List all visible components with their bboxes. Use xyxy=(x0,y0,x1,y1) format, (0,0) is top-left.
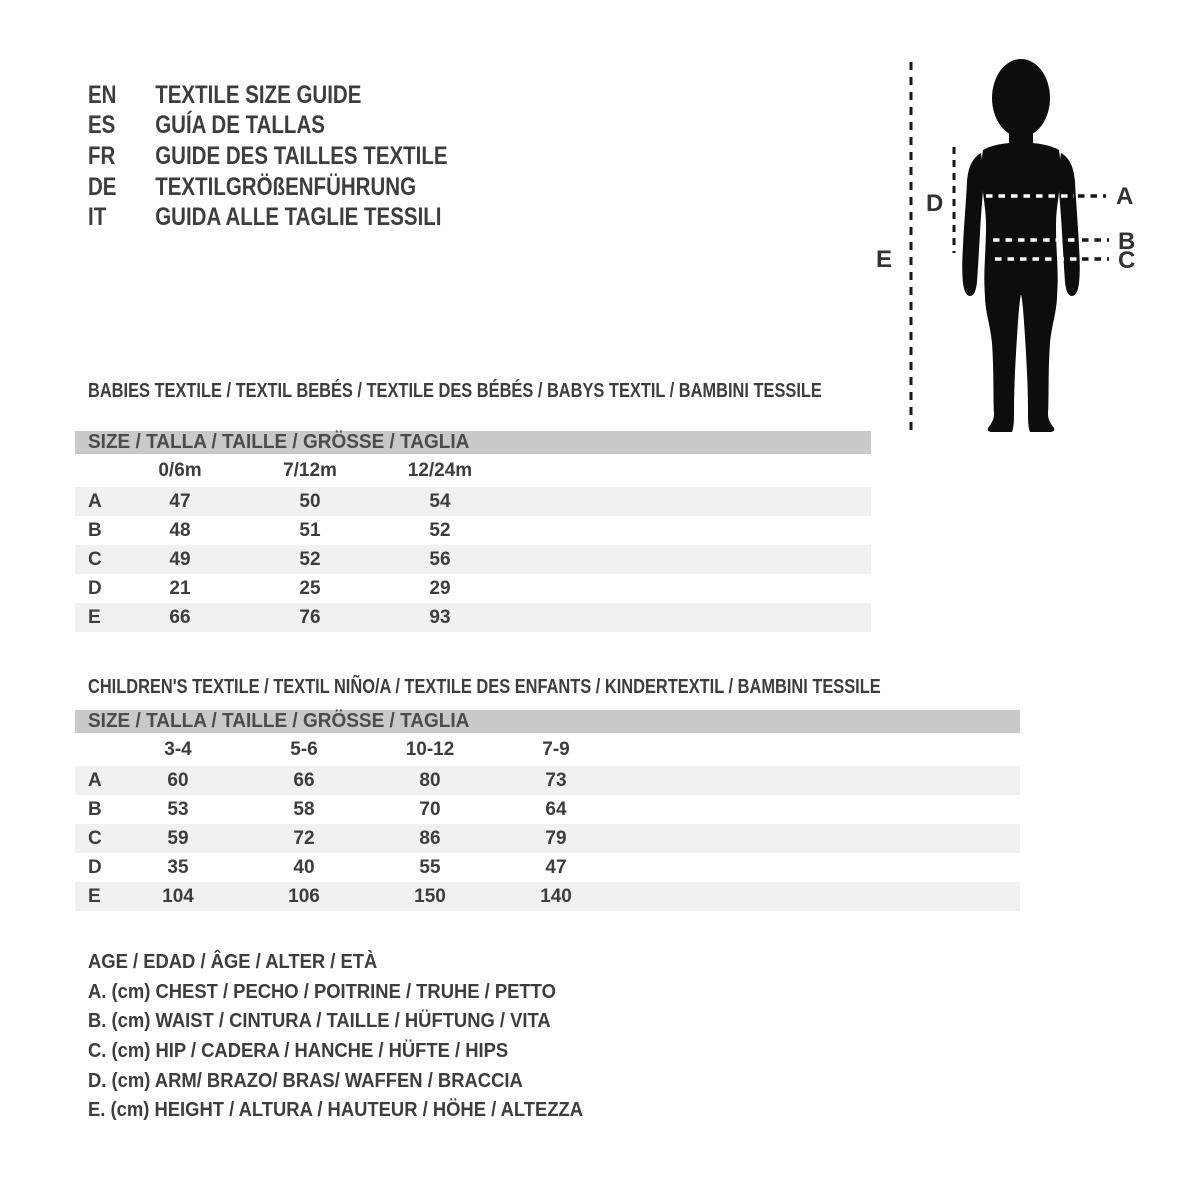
language-title-list xyxy=(88,80,527,233)
legend-line-height: E. (cm) HEIGHT / ALTURA / HAUTEUR / HÖHE / ALTEZZA xyxy=(88,1099,584,1122)
cell-value: 150 xyxy=(414,885,446,907)
measure-label-e: E xyxy=(876,246,893,273)
measure-label-d: D xyxy=(926,190,944,217)
cell-value: 72 xyxy=(293,827,315,849)
cell-value: 56 xyxy=(429,548,451,570)
babies-table xyxy=(75,431,871,632)
cell-value: 52 xyxy=(299,548,321,570)
silhouette-neck xyxy=(1009,118,1033,146)
row-label: A xyxy=(88,769,102,791)
cell-value: 53 xyxy=(167,798,189,820)
lang-code: ES xyxy=(88,111,116,140)
cell-value: 25 xyxy=(299,577,321,599)
cell-value: 80 xyxy=(419,769,441,791)
column-header: 12/24m xyxy=(407,459,473,481)
column-header: 10-12 xyxy=(405,738,455,760)
legend-line-waist: B. (cm) WAIST / CINTURA / TAILLE / HÜFTUNG / VITA xyxy=(88,1010,551,1033)
cell-value: 47 xyxy=(545,856,567,878)
table-row xyxy=(75,795,1020,824)
cell-value: 106 xyxy=(288,885,320,907)
cell-value: 66 xyxy=(293,769,315,791)
column-header: 5-6 xyxy=(290,738,318,760)
column-header: 7/12m xyxy=(283,459,337,481)
babies-size-header-bar: SIZE / TALLA / TAILLE / GRÖSSE / TAGLIA xyxy=(75,431,871,454)
cell-value: 79 xyxy=(545,827,567,849)
row-label: C xyxy=(88,827,102,849)
lang-row-en xyxy=(88,80,448,111)
row-label: C xyxy=(88,548,102,570)
cell-value: 60 xyxy=(167,769,189,791)
lang-label: GUIDE DES TAILLES TEXTILE xyxy=(155,141,448,170)
measurement-legend xyxy=(88,948,626,1126)
table-row xyxy=(75,516,871,545)
cell-value: 54 xyxy=(429,490,451,512)
row-label: B xyxy=(88,798,102,820)
lang-code: IT xyxy=(88,203,107,232)
silhouette-left-arm xyxy=(962,153,984,296)
silhouette-right-leg xyxy=(1021,288,1057,432)
cell-value: 21 xyxy=(169,577,191,599)
children-table xyxy=(75,710,1020,911)
row-label: E xyxy=(88,606,101,628)
measure-label-c: C xyxy=(1118,247,1136,274)
cell-value: 55 xyxy=(419,856,441,878)
lang-code: DE xyxy=(88,172,117,201)
cell-value: 35 xyxy=(167,856,189,878)
cell-value: 29 xyxy=(429,577,451,599)
lang-code: FR xyxy=(88,141,116,170)
silhouette-right-arm xyxy=(1058,153,1080,296)
column-header: 7-9 xyxy=(542,738,570,760)
row-label: B xyxy=(88,519,102,541)
table-row xyxy=(75,574,871,603)
silhouette-left-leg xyxy=(985,288,1021,432)
row-label: E xyxy=(88,885,101,907)
cell-value: 86 xyxy=(419,827,441,849)
lang-row-fr xyxy=(88,141,448,172)
cell-value: 50 xyxy=(299,490,321,512)
cell-value: 47 xyxy=(169,490,191,512)
row-label: A xyxy=(88,490,102,512)
cell-value: 76 xyxy=(299,606,321,628)
table-row xyxy=(75,853,1020,882)
legend-line-arm: D. (cm) ARM/ BRAZO/ BRAS/ WAFFEN / BRACCIA xyxy=(88,1069,523,1092)
lang-row-es xyxy=(88,111,448,142)
children-column-header-row xyxy=(75,733,1020,766)
row-label: D xyxy=(88,856,102,878)
measure-label-b: B xyxy=(1118,228,1136,255)
lang-row-de xyxy=(88,172,448,203)
child-silhouette xyxy=(962,59,1080,432)
cell-value: 51 xyxy=(299,519,321,541)
lang-label: TEXTILE SIZE GUIDE xyxy=(155,80,362,109)
lang-label: TEXTILGRÖßENFÜHRUNG xyxy=(155,172,417,201)
babies-column-header-row xyxy=(75,454,871,487)
lang-row-it xyxy=(88,202,448,233)
cell-value: 140 xyxy=(540,885,572,907)
table-row xyxy=(75,882,1020,911)
cell-value: 73 xyxy=(545,769,567,791)
children-size-header-bar: SIZE / TALLA / TAILLE / GRÖSSE / TAGLIA xyxy=(75,710,1020,733)
cell-value: 52 xyxy=(429,519,451,541)
cell-value: 40 xyxy=(293,856,315,878)
cell-value: 49 xyxy=(169,548,191,570)
measure-label-a: A xyxy=(1116,183,1134,210)
cell-value: 59 xyxy=(167,827,189,849)
cell-value: 58 xyxy=(293,798,315,820)
silhouette-torso xyxy=(981,143,1060,296)
table-row xyxy=(75,545,871,574)
column-header: 0/6m xyxy=(158,459,202,481)
cell-value: 93 xyxy=(429,606,451,628)
legend-line-chest: A. (cm) CHEST / PECHO / POITRINE / TRUHE / PETTO xyxy=(88,980,556,1003)
row-label: D xyxy=(88,577,102,599)
table-row xyxy=(75,766,1020,795)
lang-label: GUIDA ALLE TAGLIE TESSILI xyxy=(155,203,442,232)
cell-value: 64 xyxy=(545,798,567,820)
legend-line-hip: C. (cm) HIP / CADERA / HANCHE / HÜFTE / HIPS xyxy=(88,1040,509,1063)
lang-code: EN xyxy=(88,80,117,109)
cell-value: 66 xyxy=(169,606,191,628)
table-row xyxy=(75,603,871,632)
table-row xyxy=(75,824,1020,853)
table-row xyxy=(75,487,871,516)
children-section-title: CHILDREN'S TEXTILE / TEXTIL NIÑO/A / TEXTILE DES ENFANTS / KINDERTEXTIL / BAMBINI TESSILE xyxy=(88,675,881,698)
cell-value: 48 xyxy=(169,519,191,541)
cell-value: 104 xyxy=(162,885,194,907)
column-header: 3-4 xyxy=(164,738,192,760)
babies-section-title: BABIES TEXTILE / TEXTIL BEBÉS / TEXTILE DES BÉBÉS / BABYS TEXTIL / BAMBINI TESSILE xyxy=(88,379,822,402)
cell-value: 70 xyxy=(419,798,441,820)
legend-line-age: AGE / EDAD / ÂGE / ALTER / ETÀ xyxy=(88,951,378,974)
lang-label: GUÍA DE TALLAS xyxy=(155,111,325,140)
